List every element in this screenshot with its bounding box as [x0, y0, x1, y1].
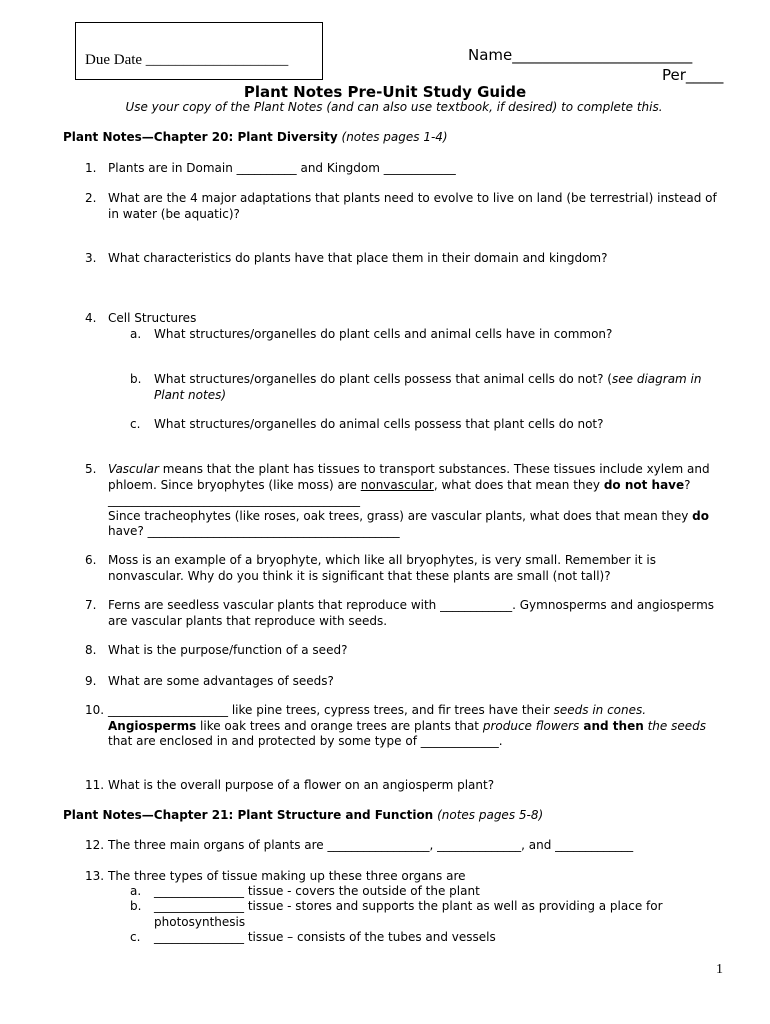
question-text: [108, 703, 718, 750]
question-number: 6.: [85, 553, 97, 567]
due-date-field: Due Date ___________________: [85, 52, 289, 68]
section-title: Plant Notes—Chapter 21: Plant Structure and Function: [63, 808, 434, 822]
answer-blank: ? __________________________________________: [108, 477, 691, 507]
subquestion-letter: c.: [130, 930, 141, 944]
question-text: What is the purpose/function of a seed?: [108, 643, 348, 657]
emphasis-seeds-in-cones: seeds in cones.: [553, 703, 647, 717]
question-number: 8.: [85, 643, 97, 657]
subquestion-text: _______________ tissue - stores and supports the plant as well as providing a place for photosynthesis: [154, 899, 663, 929]
subquestion-note: see diagram in Plant notes): [154, 372, 702, 402]
question-text: Plants are in Domain __________ and Kingdom ____________: [108, 161, 456, 175]
subquestion-text: _______________ tissue - covers the outside of the plant: [154, 884, 480, 898]
subquestion-letter: b.: [130, 372, 142, 386]
subquestion-text: What structures/organelles do animal cells possess that plant cells do not?: [154, 417, 604, 431]
question-text: Cell Structures: [108, 311, 197, 325]
question-9: [85, 674, 718, 690]
emphasis-and-then: and then: [579, 718, 644, 733]
emphasis-produce-flowers: produce flowers: [482, 718, 580, 733]
question-text: What are some advantages of seeds?: [108, 674, 334, 688]
question-5: [85, 462, 718, 540]
question-13c: [130, 930, 724, 946]
period-field: Per_____: [662, 66, 724, 84]
question-text: The three types of tissue making up these three organs are: [108, 869, 466, 883]
question-13: [85, 869, 718, 885]
term-nonvascular: nonvascular: [360, 477, 434, 492]
name-field: Name________________________: [468, 46, 693, 64]
question-text: [108, 462, 718, 540]
question-4b: [130, 372, 724, 403]
question-text: The three main organs of plants are _________________, ______________, and _____________: [108, 838, 634, 852]
page-subtitle: Use your copy of the Plant Notes (and can also use textbook, if desired) to complete this.: [125, 100, 663, 114]
emphasis-the-seeds: the seeds: [643, 718, 706, 733]
page-number: 1: [716, 962, 723, 977]
text-run: , what does that mean they: [433, 477, 604, 492]
question-8: [85, 643, 718, 659]
question-number: 11.: [85, 778, 105, 792]
subquestion-text: _______________ tissue – consists of the tubes and vessels: [154, 930, 496, 944]
question-number: 13.: [85, 869, 105, 883]
text-run: that are enclosed in and protected by some type of _____________.: [108, 734, 503, 748]
question-text: Ferns are seedless vascular plants that reproduce with ____________. Gymnosperms and angiosperms are vascular plants that reproduce with seeds.: [108, 598, 715, 628]
question-10: [85, 703, 718, 750]
question-4c: [130, 417, 724, 433]
section-note: (notes pages 1-4): [341, 130, 448, 144]
subquestion-text: [154, 372, 724, 403]
question-number: 12.: [85, 838, 105, 852]
question-number: 9.: [85, 674, 97, 688]
section-title: Plant Notes—Chapter 20: Plant Diversity: [63, 130, 338, 144]
question-1: [85, 161, 718, 177]
question-2: [85, 191, 718, 222]
subquestion-letter: b.: [130, 899, 142, 913]
emphasis-do: do: [692, 508, 709, 523]
page-title: Plant Notes Pre-Unit Study Guide: [243, 83, 527, 101]
due-date-box: [75, 22, 323, 80]
question-13a: [130, 884, 724, 900]
answer-blank: have? __________________________________________: [108, 524, 400, 538]
question-13b: [130, 899, 724, 930]
question-text: Moss is an example of a bryophyte, which like all bryophytes, is very small. Remember it is nonvascular. Why do you think it is significant that these plants are small (not tall)?: [108, 553, 656, 583]
section-note: (notes pages 5-8): [437, 808, 544, 822]
question-6: [85, 553, 718, 584]
question-number: 7.: [85, 598, 97, 612]
question-number: 4.: [85, 311, 97, 325]
question-3: [85, 251, 718, 267]
section-heading-chapter-20: [63, 130, 448, 144]
question-12: [85, 838, 718, 854]
question-text: What is the overall purpose of a flower on an angiosperm plant?: [108, 778, 495, 792]
question-number: 10.: [85, 703, 105, 717]
subquestion-text-main: What structures/organelles do plant cells possess that animal cells do not? (: [154, 372, 612, 386]
term-vascular: Vascular: [108, 462, 159, 476]
question-4a: [130, 327, 724, 343]
text-run: means that the plant has tissues to transport substances. These tissues include xylem and phloem. Since bryophytes (like moss) are: [108, 462, 710, 492]
question-number: 5.: [85, 462, 97, 476]
emphasis-do-not-have: do not have: [603, 477, 685, 492]
question-number: 1.: [85, 161, 97, 175]
subquestion-letter: c.: [130, 417, 141, 431]
question-7: [85, 598, 718, 629]
subquestion-text: What structures/organelles do plant cells and animal cells have in common?: [154, 327, 613, 341]
question-text: What characteristics do plants have that place them in their domain and kingdom?: [108, 251, 608, 265]
question-text: What are the 4 major adaptations that plants need to evolve to live on land (be terrestrial) instead of in water (be aquatic)?: [108, 191, 717, 221]
question-number: 2.: [85, 191, 97, 205]
section-heading-chapter-21: [63, 808, 543, 822]
question-number: 3.: [85, 251, 97, 265]
question-4: [85, 311, 718, 327]
subquestion-letter: a.: [130, 884, 142, 898]
subquestion-letter: a.: [130, 327, 142, 341]
answer-blank: ____________________ like pine trees, cypress trees, and fir trees have their: [108, 703, 554, 717]
text-run: like oak trees and orange trees are plants that: [196, 718, 483, 733]
text-run: Since tracheophytes (like roses, oak trees, grass) are vascular plants, what does that mean they: [108, 508, 693, 523]
question-11: [85, 778, 718, 794]
term-angiosperms: Angiosperms: [108, 718, 197, 733]
